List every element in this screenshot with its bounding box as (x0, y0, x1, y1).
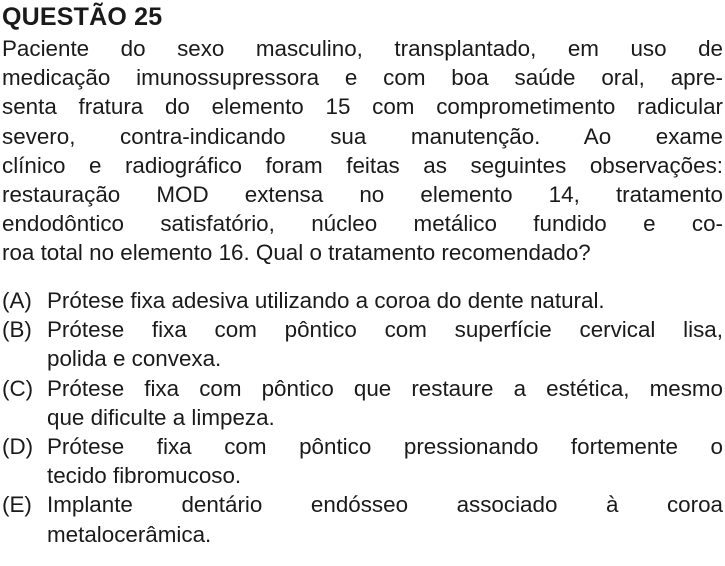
option-e[interactable] (2, 490, 723, 548)
option-text-line: tecido fibromucoso. (47, 463, 242, 489)
option-letter: (C) (2, 375, 34, 401)
option-letter: (B) (2, 317, 32, 343)
option-text-line: Prótese fixa com pôntico pressionando fortemente o (47, 433, 723, 459)
stem-line: senta fratura do elemento 15 com comprometimento radicular (2, 94, 723, 120)
option-text-line: Prótese fixa adesiva utilizando a coroa do dente natural. (47, 288, 605, 313)
stem-line: severo, contra-indicando sua manutenção. Ao exame (2, 123, 723, 149)
option-letter: (E) (2, 492, 32, 518)
stem-line: Paciente do sexo masculino, transplantado, em uso de (2, 36, 723, 61)
stem-line: endodôntico satisfatório, núcleo metálico fundido e co- (2, 211, 723, 237)
option-letter: (D) (2, 433, 34, 459)
stem-line: medicação imunossupressora e com boa saúde oral, apre- (2, 65, 723, 91)
option-text-line: Prótese fixa com pôntico com superfície cervical lisa, (47, 317, 723, 343)
question-title: QUESTÃO 25 (2, 3, 163, 31)
stem-line: roa total no elemento 16. Qual o tratamento recomendado? (2, 240, 591, 266)
option-b[interactable] (2, 315, 723, 373)
answer-options (2, 286, 723, 549)
stem-line: restauração MOD extensa no elemento 14, tratamento (2, 181, 723, 207)
option-text-line: polida e convexa. (47, 346, 222, 372)
question-stem (2, 34, 723, 268)
option-d[interactable] (2, 432, 723, 490)
option-a[interactable] (2, 286, 723, 315)
option-text-line: metalocerâmica. (47, 521, 212, 547)
option-letter: (A) (2, 288, 32, 313)
option-text-line: que dificulte a limpeza. (47, 404, 275, 430)
option-text-line: Implante dentário endósseo associado à coroa (47, 492, 723, 518)
option-c[interactable] (2, 374, 723, 432)
option-text-line: Prótese fixa com pôntico que restaure a estética, mesmo (47, 375, 723, 401)
stem-line: clínico e radiográfico foram feitas as seguintes observações: (2, 152, 723, 178)
